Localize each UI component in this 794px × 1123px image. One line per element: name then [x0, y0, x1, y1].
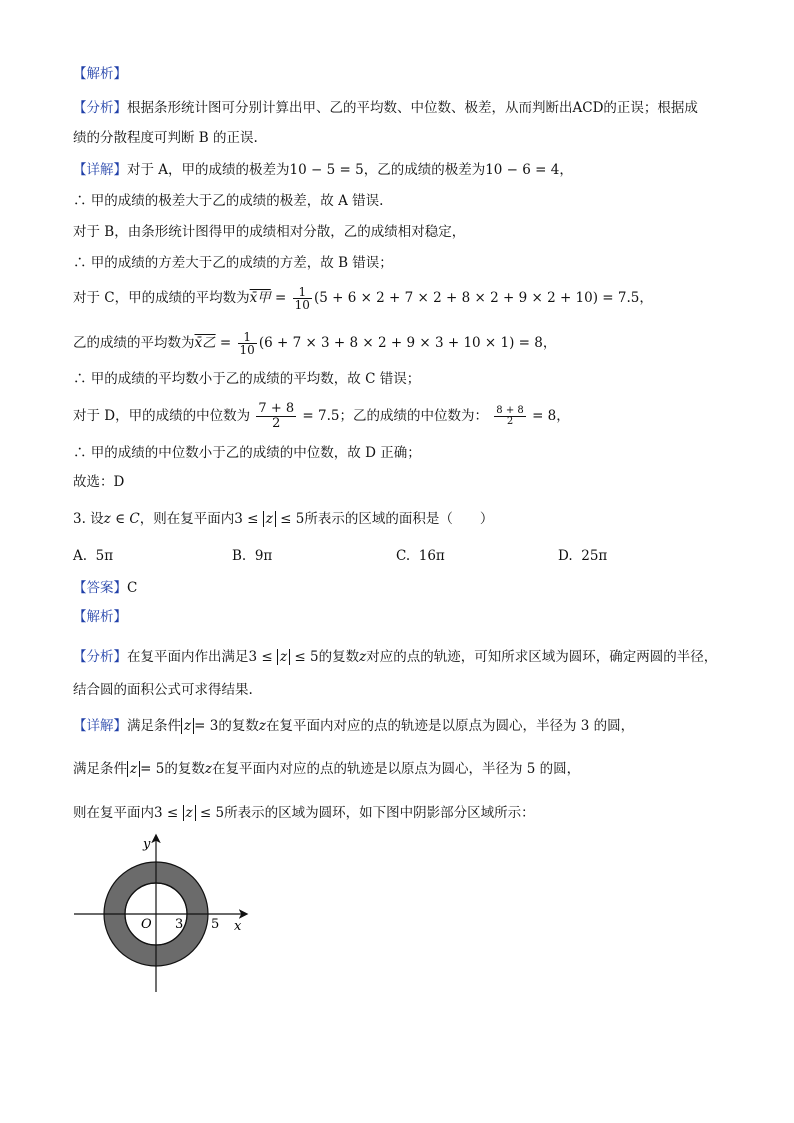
q3-answer: 【答案】C	[73, 580, 138, 596]
option-a: A. 5π	[73, 548, 114, 564]
q2-xiangjie-tag: 【详解】	[73, 162, 127, 178]
radius-3-label: 3	[175, 917, 184, 932]
q2-fenxi-tag: 【分析】	[73, 100, 127, 116]
q2-fenxi-line-2: 绩的分散程度可判断 B 的正误.	[73, 130, 258, 146]
q2-c-conclusion: ∴ 甲的成绩的平均数小于乙的成绩的平均数，故 C 错误；	[73, 371, 421, 387]
q2-detail-a: 【详解】对于 A，甲的成绩的极差为10 − 5 = 5，乙的成绩的极差为10 − 6 = 4，	[73, 162, 573, 178]
q2-choice: 故选：D	[73, 474, 125, 490]
option-c: C. 16π	[396, 548, 445, 564]
q2-b-conclusion: ∴ 甲的成绩的方差大于乙的成绩的方差，故 B 错误；	[73, 255, 393, 271]
option-d: D. 25π	[558, 548, 608, 564]
q3-stem: 3. 设z ∈ C，则在复平面内3 ≤ z ≤ 5所表示的区域的面积是（ ）	[73, 511, 494, 527]
q3-detail-1: 【详解】满足条件 z = 3的复数z在复平面内对应的点的轨迹是以原点为圆心，半径为 3 的圆，	[73, 718, 635, 734]
option-b: B. 9π	[232, 548, 273, 564]
fraction-1-10: $\frac{1}{10}$	[239, 330, 255, 357]
q2-fenxi-line-1: 【分析】根据条形统计图可分别计算出甲、乙的平均数、中位数、极差，从而判断出ACD的正误；根据成	[73, 100, 698, 116]
fraction-median-yi: $\frac{8 + 8}{2}$	[496, 405, 524, 427]
q3-answer-tag: 【答案】	[73, 580, 127, 596]
q2-jiexi-heading: 【解析】	[73, 66, 127, 82]
fraction-1-10: $\frac{1}{10}$	[294, 285, 310, 312]
q3-fenxi-line-1: 【分析】在复平面内作出满足3 ≤ z ≤ 5的复数z对应的点的轨迹，可知所求区域为圆环，确定两圆的半径，	[73, 649, 718, 665]
q3-detail-3: 则在复平面内3 ≤ z ≤ 5所表示的区域为圆环，如下图中阴影部分区域所示：	[73, 805, 535, 821]
x-axis-label: x	[234, 919, 242, 934]
q2-a-conclusion: ∴ 甲的成绩的极差大于乙的成绩的极差，故 A 错误.	[73, 193, 384, 209]
origin-label: O	[141, 917, 152, 932]
q2-detail-c-2: 乙的成绩的平均数为x̄乙 = $\frac{1}{10}$ (6 + 7 × 3 + 8 × 2 + 9 × 3 + 10 × 1) = 8，	[73, 330, 557, 357]
q3-fenxi-line-2: 结合圆的面积公式可求得结果.	[73, 682, 253, 698]
radius-5-label: 5	[211, 917, 220, 932]
q2-detail-d: 对于 D，甲的成绩的中位数为 $\frac{7 + 8}{2}$ = 7.5；乙的成绩的中位数为： $\frac{8 + 8}{2}$ = 8，	[73, 401, 570, 431]
q2-detail-c-1: 对于 C，甲的成绩的平均数为x̄甲 = $\frac{1}{10}$ (5 + 6 × 2 + 7 × 2 + 8 × 2 + 9 × 2 + 10) = 7.5，	[73, 285, 653, 312]
q2-detail-b: 对于 B，由条形统计图得甲的成绩相对分散，乙的成绩相对稳定，	[73, 224, 466, 240]
fraction-median-jia: $\frac{7 + 8}{2}$	[258, 401, 295, 431]
q2-d-conclusion: ∴ 甲的成绩的中位数小于乙的成绩的中位数，故 D 正确；	[73, 445, 421, 461]
y-axis-label: y	[143, 837, 151, 852]
q3-fenxi-tag: 【分析】	[73, 649, 127, 665]
q3-jiexi-heading: 【解析】	[73, 609, 127, 625]
q3-xiangjie-tag: 【详解】	[73, 718, 127, 734]
q3-detail-2: 满足条件 z = 5的复数z在复平面内对应的点的轨迹是以原点为圆心，半径为 5 的圆，	[73, 761, 581, 777]
annulus-figure	[70, 830, 270, 1000]
